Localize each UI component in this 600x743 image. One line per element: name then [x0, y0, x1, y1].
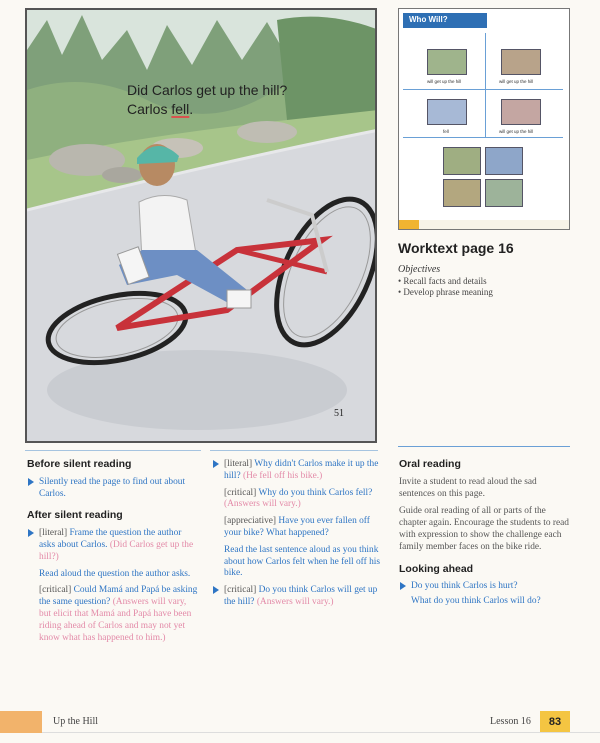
middle-question-3: [212, 516, 382, 540]
divider-left: [25, 450, 201, 451]
thumbnail-header: Who Will?: [403, 13, 487, 28]
before-silent-text: Silently read the page to find out about Carlos.: [39, 476, 186, 499]
speech-word-fell: fell: [171, 101, 190, 117]
question-answer: (Did Carlos get up the hill?): [39, 539, 194, 562]
question-text: Could Mamá and Papá be asking the same question?: [39, 585, 198, 608]
looking-ahead-item-1: [399, 581, 571, 593]
arrow-bullet-icon: [213, 460, 219, 468]
thumbnail-footer-tab: [399, 220, 419, 229]
question-text: Why do you think Carlos fell?: [258, 487, 373, 498]
looking-ahead-q1: Do you think Carlos is hurt?: [411, 581, 518, 592]
question-text: Have you ever fallen off your bike? What happened?: [224, 516, 370, 538]
question-text: Do you think Carlos will get up the hill?: [224, 585, 378, 607]
question-text: Why didn't Carlos make it up the hill?: [224, 459, 379, 481]
thumbnail-caption: will get up the hill: [499, 79, 534, 84]
middle-question-2: [212, 488, 382, 512]
oral-reading-p1: Invite a student to read aloud the sad sentences on this page.: [399, 476, 537, 499]
arrow-bullet-icon: [28, 529, 34, 537]
question-tag: [literal]: [224, 459, 253, 469]
speech-line-2: [127, 100, 287, 119]
worktext-thumbnail: [398, 8, 570, 230]
cyclist-fallen-illustration: [27, 10, 377, 443]
arrow-bullet-icon: [400, 582, 406, 590]
footer-page-number: 83: [540, 711, 570, 733]
thumbnail-caption: fell: [443, 129, 449, 134]
worktext-title: Worktext page 16: [398, 240, 514, 256]
footer-title: Up the Hill: [53, 716, 98, 727]
page-footer: [0, 711, 600, 733]
question-tag: [critical]: [224, 487, 257, 498]
thumbnail-picture: [443, 147, 481, 175]
thumbnail-picture: [427, 49, 467, 75]
middle-column: [212, 459, 382, 614]
thumbnail-caption: will get up the hill: [499, 129, 534, 134]
middle-question-4: [212, 585, 382, 609]
speech-line-2-start: Carlos: [127, 101, 172, 117]
after-silent-question-1: [27, 528, 199, 563]
oral-reading-heading: Oral reading: [399, 458, 461, 470]
question-answer: (He fell off his bike.): [243, 470, 323, 481]
footer-color-tab: [0, 711, 42, 733]
thumbnail-picture: [485, 147, 523, 175]
thumbnail-picture: [443, 179, 481, 207]
thumbnail-divider-v: [485, 33, 486, 137]
story-illustration: [25, 8, 377, 443]
thumbnail-picture: [427, 99, 467, 125]
speech-line-1: Did Carlos get up the hill?: [127, 82, 288, 98]
story-page-number: 51: [334, 408, 344, 419]
question-tag: [appreciative]: [224, 516, 277, 527]
question-tag: [critical]: [39, 585, 72, 596]
after-silent-question-2: [27, 585, 199, 644]
objective-item: • Develop phrase meaning: [398, 287, 493, 298]
left-column: [27, 459, 199, 649]
question-answer: (Answers will vary.): [224, 499, 301, 510]
thumbnail-caption: will get up the hill: [427, 79, 462, 84]
arrow-bullet-icon: [28, 478, 34, 486]
after-silent-heading: After silent reading: [27, 509, 123, 522]
looking-ahead-item-2: What do you think Carlos will do?: [411, 596, 541, 607]
objective-item: • Recall facts and details: [398, 276, 493, 287]
right-column: [399, 459, 571, 613]
looking-ahead-heading: Looking ahead: [399, 562, 474, 575]
arrow-bullet-icon: [213, 586, 219, 594]
middle-question-1: [212, 459, 382, 483]
speech-line-2-end: .: [189, 101, 194, 117]
thumbnail-picture: [501, 49, 541, 75]
thumbnail-footer: [399, 220, 569, 229]
divider-middle: [210, 450, 378, 451]
thumbnail-picture: [501, 99, 541, 125]
before-silent-heading: Before silent reading: [27, 458, 132, 470]
after-silent-followup: Read aloud the question the author asks.: [39, 568, 191, 579]
thumbnail-divider-h1: [403, 89, 563, 90]
middle-followup: Read the last sentence aloud as you think about how Carlos felt when he fell off his bike.: [224, 544, 381, 579]
objectives-list: [398, 276, 493, 298]
thumbnail-picture: [485, 179, 523, 207]
oral-reading-p2: Guide oral reading of all or parts of the chapter again. Encourage the students to read with expression to show the challenge each family member faces on the bike ride.: [399, 506, 569, 552]
footer-lesson: Lesson 16: [490, 716, 531, 727]
objectives-label: Objectives: [398, 264, 441, 275]
question-tag: [literal]: [39, 528, 68, 539]
question-answer: (Answers will vary, but elicit that Mamá and Papá have been riding ahead of Carlos and may not yet know what has happened to him.): [39, 597, 192, 643]
speech-text: [127, 81, 287, 119]
footer-rule: [42, 732, 600, 733]
question-tag: [critical]: [224, 585, 257, 596]
thumbnail-divider-h2: [403, 137, 563, 138]
question-text: Frame the question the author asks about Carlos.: [39, 528, 182, 550]
before-silent-item: [27, 477, 199, 501]
question-answer: (Answers will vary.): [256, 596, 334, 607]
divider-right: [398, 446, 570, 447]
